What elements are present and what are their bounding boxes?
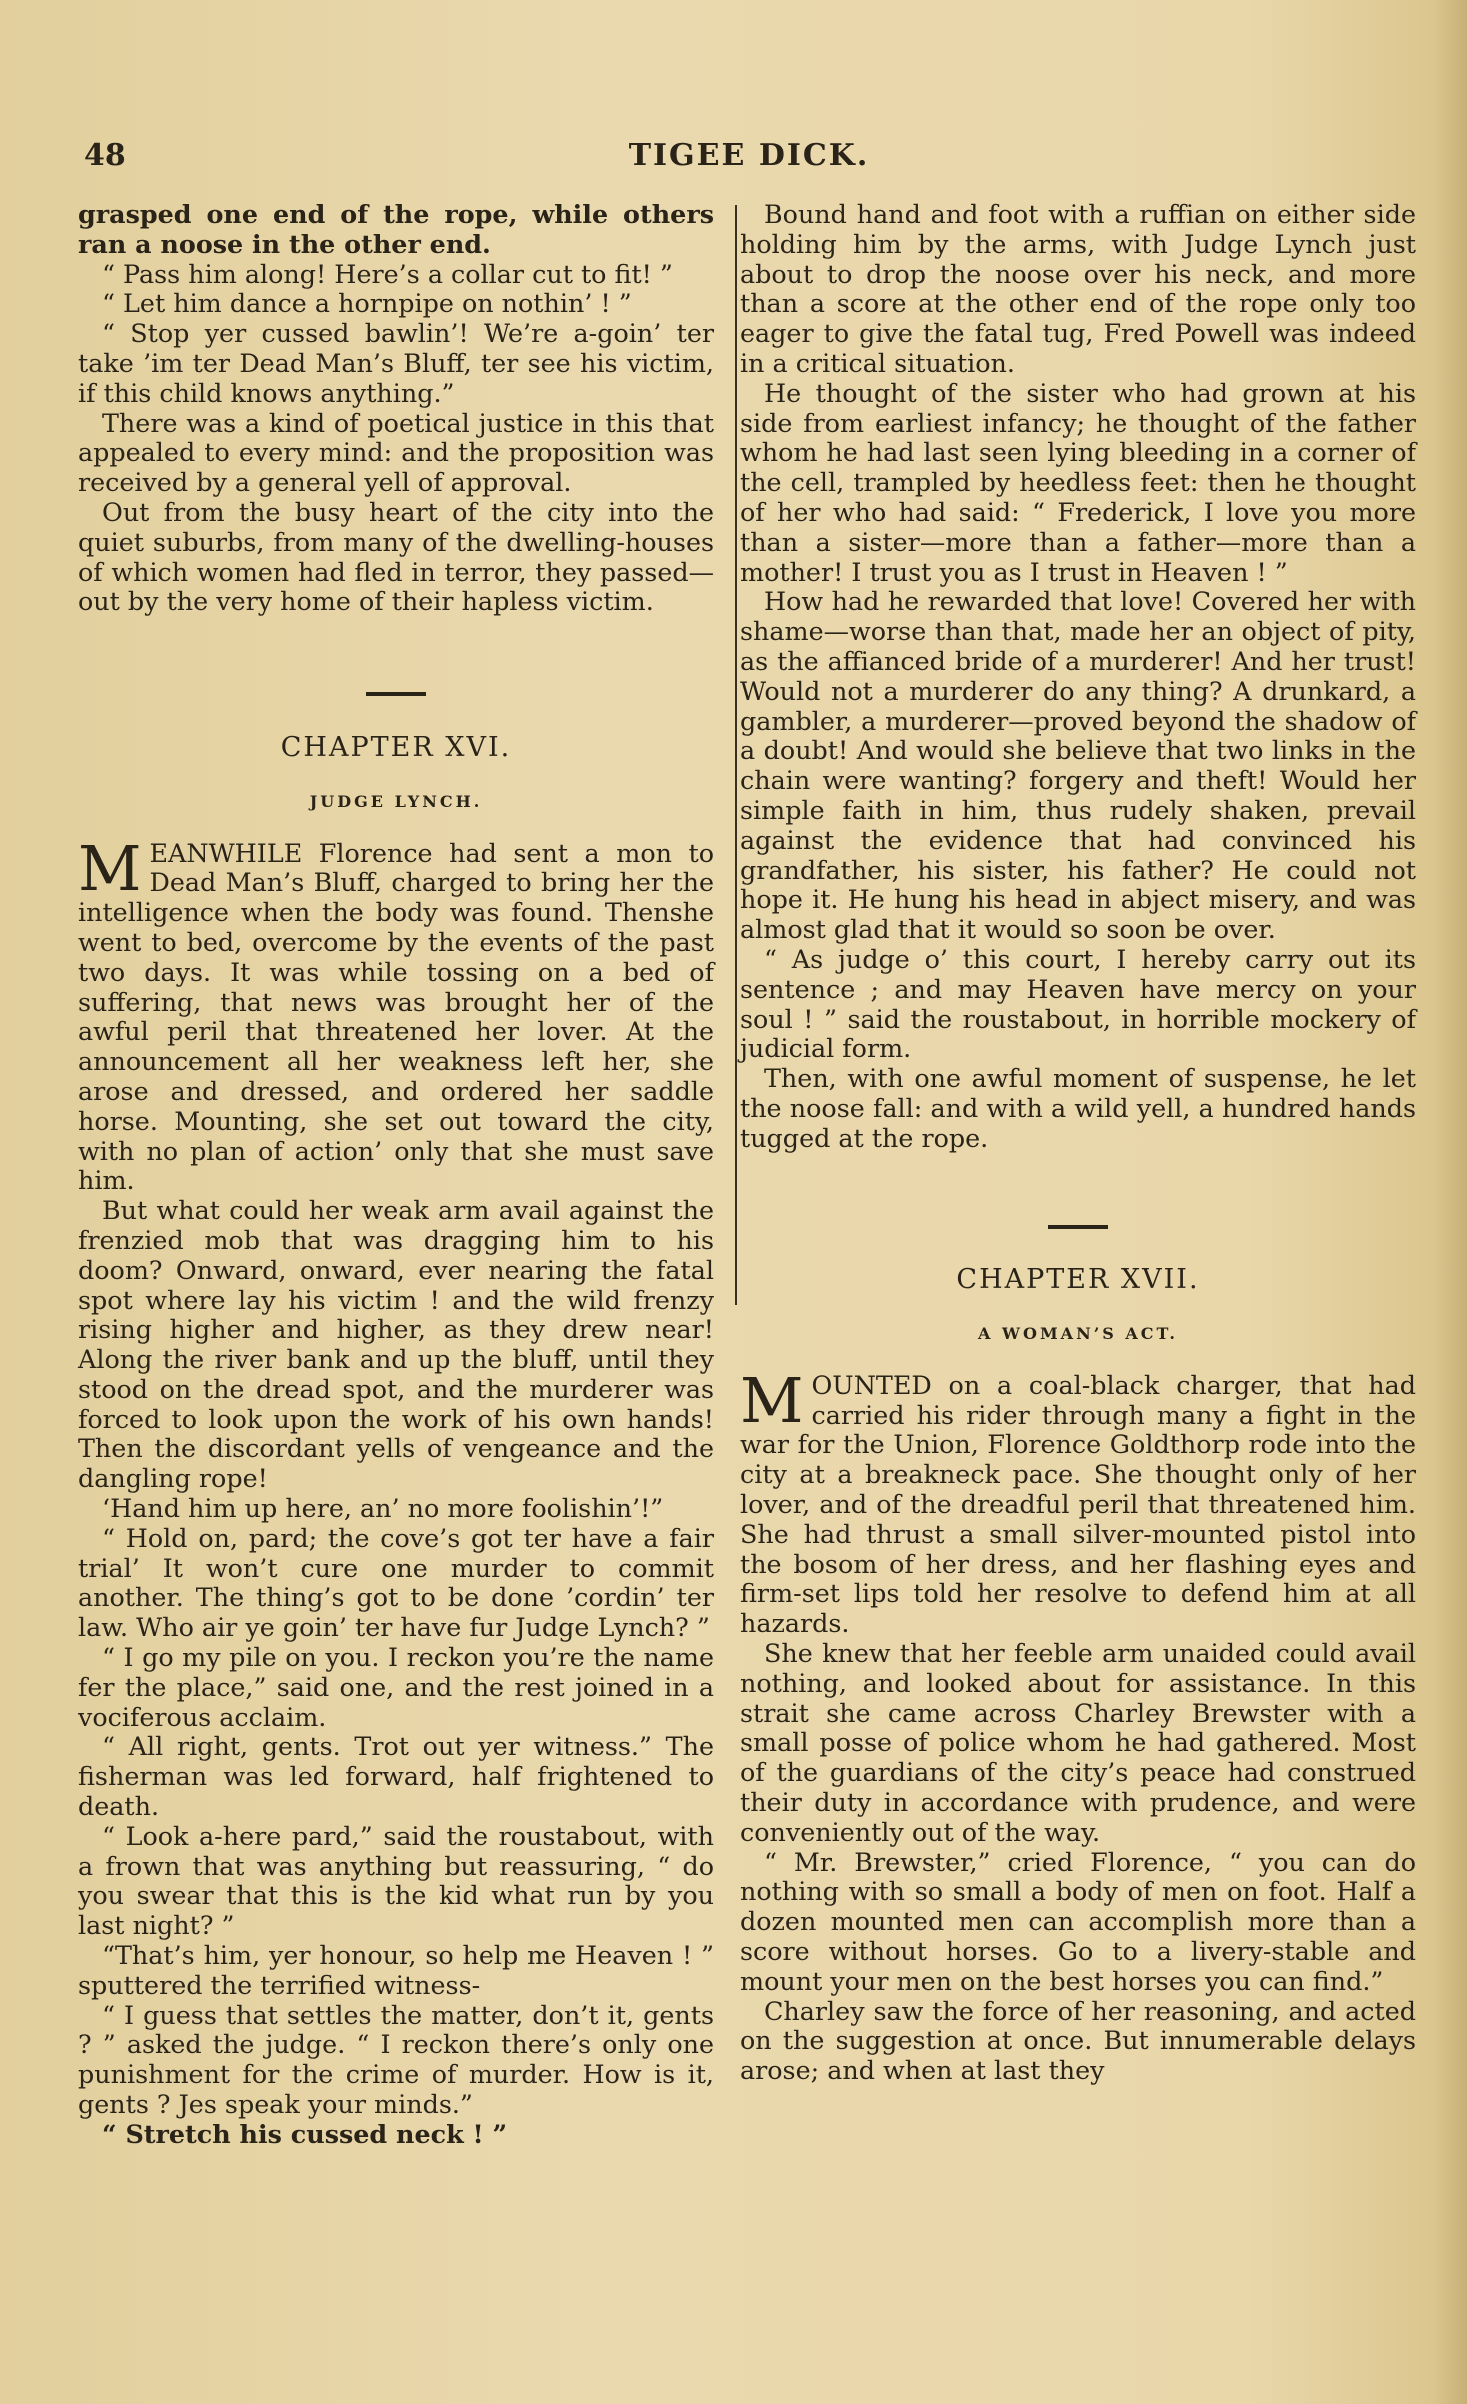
chapter-subtitle: A WOMAN’S ACT.	[978, 1324, 1178, 1344]
paragraph: He thought of the sister who had grown at his side from earliest infancy; he thought of the father whom he had last seen lying bleeding in a corner of the cell, trampled by heedless feet: then he thought of her who had said: “ Frederick, I love you more than a sister—more than a father—more than a mother! I trust you as I trust in Heaven ! ”	[740, 377, 1416, 587]
paragraph: “ Stretch his cussed neck ! ”	[102, 2118, 508, 2149]
paragraph: “ Mr. Brewster,” cried Florence, “ you can do nothing with so small a body of men on foot. Half a dozen mounted men can accomplish more than a score without horses. Go to a livery-stable and mount your men on the best horses you can find.”	[740, 1846, 1416, 1996]
chapter-separator	[740, 1206, 1416, 1236]
paragraph: “ I go my pile on you. I reckon you’re the name fer the place,” said one, and the rest joined in a vociferous acclaim.	[78, 1642, 714, 1732]
paragraph: “ All right, gents. Trot out yer witness.” The fisherman was led forward, half frightened to death.	[78, 1731, 714, 1822]
paragraph: Bound hand and foot with a ruffian on either side holding him by the arms, with Judge Lynch just about to drop the noose over his neck, and more than a score at the other end of the rope only too eager to give the fatal tug, Fred Powell was indeed in a critical situation.	[740, 199, 1416, 378]
drop-cap: M	[78, 831, 142, 905]
chapter-subtitle: JUDGE LYNCH.	[309, 791, 483, 811]
paragraph: “ As judge o’ this court, I hereby carry out its sentence ; and may Heaven have mercy on your soul ! ” said the roustabout, in horrible mockery of judicial form.	[740, 943, 1416, 1064]
paragraph: But what could her weak arm avail against the frenzied mob that was dragging him to his doom? Onward, onward, ever nearing the fatal spot where lay his victim ! and the wild frenzy rising higher and higher, as they drew near! Along the river bank and up the bluff, until they stood on the dread spot, and the murderer was forced to look upon the work of his own hands! Then the discordant yells of vengeance and the dangling rope!	[78, 1195, 714, 1494]
chapter-separator	[78, 673, 714, 703]
opening-text: EANWHILE Florence had sent a mon to Dead Man’s Bluff, charged to bring her the intelligence when the body was found. Thenshe went to bed, overcome by the events of the past two days. It was while tossing on a bed of suffering, that news was brought her of the awful peril that threatened her lover. At the announcement all her weakness left her, she arose and dressed, and ordered her saddle horse. Mounting, she set out toward the city, with no plan of action’ only that she must save him.	[78, 837, 714, 1196]
paragraph: How had he rewarded that love! Covered her with shame—worse than that, made her an object of pity, as the affianced bride of a murderer! And her trust! Would not a murderer do any thing? A drunkard, a gambler, a murderer—proved beyond the shadow of a doubt! And would she believe that two links in the chain were wanting? forgery and theft! Would her simple faith in him, thus rudely shaken, prevail against the evidence that had convinced his grandfather, his sister, his father? He could not hope it. He hung his head in abject misery, and was almost glad that it would so soon be over.	[740, 586, 1416, 945]
right-column	[740, 200, 1416, 2086]
chapter-title: CHAPTER XVI.	[280, 731, 512, 763]
paragraph: “That’s him, yer honour, so help me Heaven ! ” sputtered the terrified witness-	[78, 1940, 714, 2000]
paragraph: “ Let him dance a hornpipe on nothin’ ! ”	[102, 288, 632, 319]
opening-text: OUNTED on a coal-black charger, that had carried his rider through many a fight in the war for the Union, Florence Goldthorp rode into the city at a breakneck pace. She thought only of her lover, and of the dreadful peril that threatened him. She had thrust a small silver-mounted pistol into the bosom of her dress, and her flashing eyes and firm-set lips told her resolve to defend him at all hazards.	[740, 1369, 1416, 1639]
paragraph: Then, with one awful moment of suspense, he let the noose fall: and with a wild yell, a hundred hands tugged at the rope.	[740, 1063, 1416, 1153]
chapter-opening-paragraph	[740, 1363, 1416, 1639]
paragraph: grasped one end of the rope, while others ran a noose in the other end.	[78, 199, 714, 259]
page-edge-shadow	[1433, 0, 1467, 2404]
page-number: 48	[84, 138, 126, 173]
drop-cap: M	[740, 1363, 804, 1437]
paragraph: “ Pass him along! Here’s a collar cut to fit! ”	[102, 258, 673, 289]
paragraph: “ Look a-here pard,” said the roustabout, with a frown that was anything but reassuring, “ do you swear that this is the kid what run by you last night? ”	[78, 1820, 714, 1941]
paragraph: There was a kind of poetical justice in this that appealed to every mind: and the proposition was received by a general yell of approval.	[78, 407, 714, 498]
paragraph: “ I guess that settles the matter, don’t it, gents ? ” asked the judge. “ I reckon there’s only one punishment for the crime of murder. How is it, gents ? Jes speak your minds.”	[78, 1999, 714, 2120]
paragraph: Out from the busy heart of the city into the quiet suburbs, from many of the dwelling-houses of which women had fled in terror, they passed—out by the very home of their hapless victim.	[78, 496, 714, 617]
paragraph: ‘Hand him up here, an’ no more foolishin’!”	[102, 1493, 664, 1524]
chapter-title: CHAPTER XVII.	[956, 1264, 1200, 1296]
paragraph: “ Hold on, pard; the cove’s got ter have a fair trial’ It won’t cure one murder to commit another. The thing’s got to be done ’cordin’ ter law. Who air ye goin’ ter have fur Judge Lynch? ”	[78, 1522, 714, 1643]
page-header	[84, 138, 1414, 188]
running-title: TIGEE DICK.	[628, 138, 870, 173]
column-divider	[735, 205, 737, 1305]
paragraph: She knew that her feeble arm unaided could avail nothing, and looked about for assistance. In this strait she came across Charley Brewster with a small posse of police whom he had gathered. Most of the guardians of the city’s peace had construed their duty in accordance with prudence, and were conveniently out of the way.	[740, 1638, 1416, 1847]
left-column	[78, 200, 714, 2150]
paragraph: Charley saw the force of her reasoning, and acted on the suggestion at once. But innumerable delays arose; and when at last they	[740, 1995, 1416, 2086]
paragraph: “ Stop yer cussed bawlin’! We’re a-goin’ ter take ’im ter Dead Man’s Bluff, ter see his victim, if this child knows anything.”	[78, 318, 714, 408]
chapter-opening-paragraph	[78, 831, 714, 1197]
